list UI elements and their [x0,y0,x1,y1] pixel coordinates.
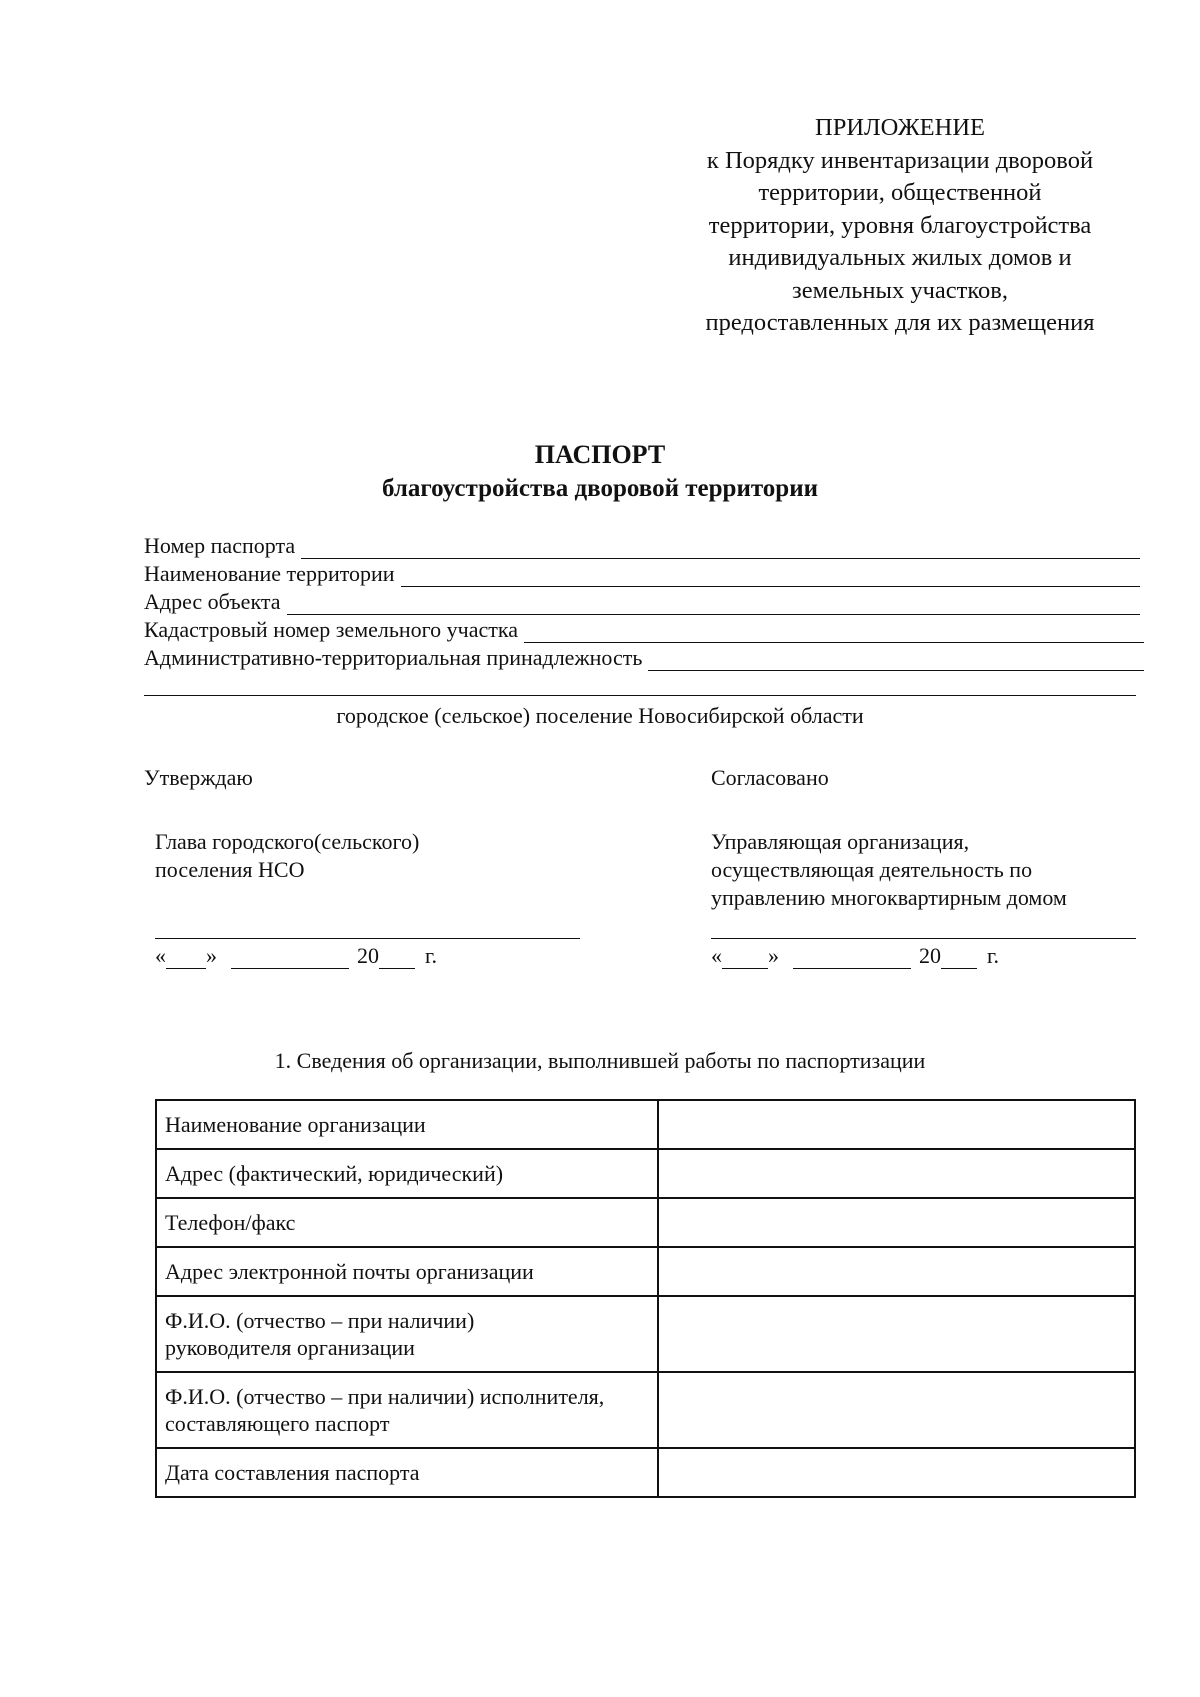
year-prefix: 20 [919,943,941,968]
row-value-cell[interactable] [658,1198,1135,1247]
table-row [156,1448,1135,1497]
section-1-title: 1. Сведения об организации, выполнившей работы по паспортизации [274,1048,926,1073]
appendix-line: к Порядку инвентаризации дворовой [706,146,1094,174]
year-prefix: 20 [357,943,379,968]
appendix-line: индивидуальных жилых домов и [728,244,1072,271]
row-label [156,1100,658,1149]
field-label: Административно-территориальная принадлежность [144,645,643,670]
day-blank[interactable] [722,948,768,969]
agreed-heading: Согласовано [711,765,829,790]
agreeing-party-position [711,828,1067,912]
field-blank-line[interactable] [287,594,1141,615]
field-object-address[interactable] [144,589,1140,615]
year-blank[interactable] [379,948,415,969]
field-blank-line[interactable] [648,650,1144,671]
field-label: Кадастровый номер земельного участка [144,617,518,642]
table-row [156,1296,1135,1372]
settlement-blank-line[interactable] [144,695,1136,696]
row-label [156,1247,658,1296]
field-label: Номер паспорта [144,533,296,558]
row-label-line: Адрес электронной почты организации [165,1259,534,1284]
row-label-line: Дата составления паспорта [165,1460,420,1485]
appendix-heading [640,112,1160,340]
approver-signature-line[interactable] [155,938,580,939]
row-label [156,1198,658,1247]
month-blank[interactable] [231,948,349,969]
row-value-cell[interactable] [658,1296,1135,1372]
agreeing-party-line: Управляющая организация, [711,829,970,854]
field-administrative-affiliation[interactable] [144,645,1144,671]
year-suffix: г. [425,943,438,968]
table-row [156,1198,1135,1247]
row-label [156,1372,658,1448]
appendix-line: земельных участков, [792,276,1008,304]
close-quote: » [768,943,779,968]
field-blank-line[interactable] [524,622,1144,643]
approver-position-line: поселения НСО [155,857,305,882]
row-value-cell[interactable] [658,1247,1135,1296]
appendix-line: предоставленных для их размещения [705,309,1095,336]
row-label-line: Ф.И.О. (отчество – при наличии) исполнителя, [165,1384,605,1409]
table-row [156,1149,1135,1198]
table-row [156,1100,1135,1149]
table-row [156,1372,1135,1448]
row-label [156,1149,658,1198]
row-label [156,1448,658,1497]
field-blank-line[interactable] [401,566,1140,587]
row-value-cell[interactable] [658,1149,1135,1198]
month-blank[interactable] [793,948,911,969]
year-blank[interactable] [941,948,977,969]
row-label [156,1296,658,1372]
field-passport-number[interactable] [144,533,1140,559]
field-blank-line[interactable] [301,538,1140,559]
row-label-line: Ф.И.О. (отчество – при наличии) [165,1308,475,1333]
agreeing-party-signature-line[interactable] [711,938,1136,939]
organization-info-table [155,1099,1136,1498]
row-value-cell[interactable] [658,1448,1135,1497]
agreeing-party-date-line[interactable] [711,943,999,969]
field-label: Наименование территории [144,561,395,586]
row-label-line: составляющего паспорт [165,1411,390,1436]
open-quote: « [155,943,166,968]
approve-heading: Утверждаю [144,765,253,790]
row-label-line: Наименование организации [165,1112,426,1137]
appendix-line: территории, уровня благоустройства [708,211,1092,239]
field-territory-name[interactable] [144,561,1140,587]
appendix-line: ПРИЛОЖЕНИЕ [815,114,985,141]
row-value-cell[interactable] [658,1100,1135,1149]
approver-position-line: Глава городского(сельского) [155,829,420,854]
settlement-note: городское (сельское) поселение Новосибирской области [336,703,864,728]
document-subtitle: благоустройства дворовой территории [381,475,819,502]
row-label-line: руководителя организации [165,1335,415,1360]
approver-position [155,828,419,884]
row-label-line: Телефон/факс [165,1210,296,1235]
close-quote: » [206,943,217,968]
agreeing-party-line: управлению многоквартирным домом [711,885,1067,910]
agreeing-party-line: осуществляющая деятельность по [711,857,1033,882]
approver-date-line[interactable] [155,943,437,969]
open-quote: « [711,943,722,968]
document-title: ПАСПОРТ [534,440,666,469]
appendix-line: территории, общественной [758,179,1042,206]
table-row [156,1247,1135,1296]
row-label-line: Адрес (фактический, юридический) [165,1161,504,1186]
field-cadastral-number[interactable] [144,617,1144,643]
day-blank[interactable] [166,948,206,969]
year-suffix: г. [987,943,1000,968]
field-label: Адрес объекта [144,589,281,614]
row-value-cell[interactable] [658,1372,1135,1448]
